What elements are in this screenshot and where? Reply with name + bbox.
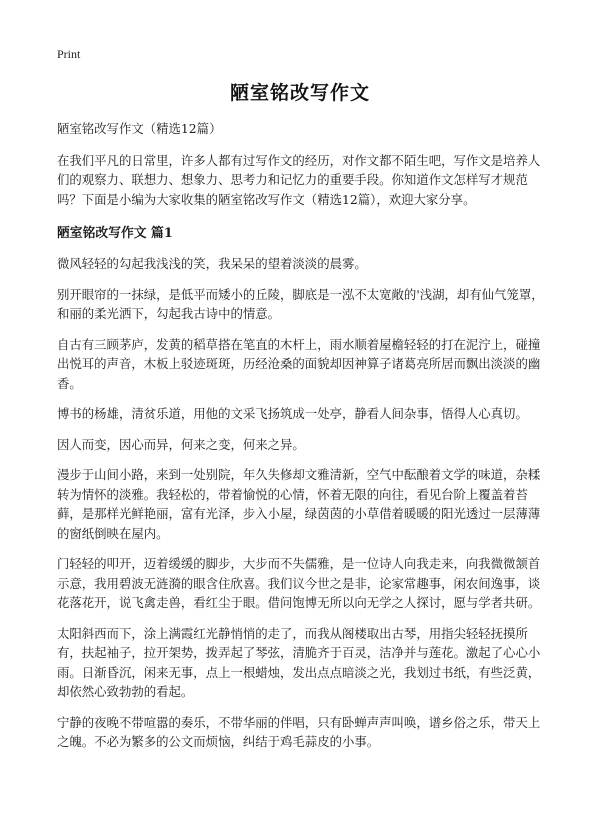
body-paragraph: 门轻轻的叩开，迈着缓缓的脚步，大步而不失儒雅，是一位诗人向我走来，向我微微颔首示意，我用碧波无涟漪的眼含住欣喜。我们议今世之是非，论家常趣事，闲农间逸事，谈花落花开，说飞禽走兽，看红尘于眼。借问饱博无所以向无学之人探讨，愿与学者共研。 [57, 556, 541, 610]
body-paragraph: 漫步于山间小路，来到一处别院，年久失修却文雅清新，空气中酝酿着文学的味道，杂糅转为情怀的淡雅。我轻松的，带着愉悦的心情，怀着无限的向往，看见台阶上覆盖着苔藓，是那样光鲜艳丽，富有光泽，步入小屋，绿茵茵的小草借着暖暖的阳光透过一层薄薄的窗纸倒映在屋内。 [57, 467, 541, 541]
document-subtitle: 陋室铭改写作文（精选12篇） [57, 121, 222, 136]
document-title: 陋室铭改写作文 [229, 82, 370, 104]
body-paragraph: 自古有三顾茅庐，发黄的稻草搭在笔直的木杆上，雨水顺着屋檐轻轻的打在泥泞上，碰撞出悦耳的声音，木板上驳迹斑斑，历经沧桑的面貌却因神算子诸葛亮所居而飘出淡淡的幽香。 [57, 336, 541, 391]
body-paragraph: 微风轻轻的勾起我浅浅的笑，我呆呆的望着淡淡的晨雾。 [57, 256, 367, 271]
body-paragraph: 别开眼帘的一抹绿，是低平而矮小的丘陵，脚底是一泓不太宽敞的'浅湖，却有仙气笼罩，和丽的柔光洒下，勾起我古诗中的情意。 [57, 286, 544, 321]
section-heading: 陋室铭改写作文 篇1 [57, 226, 173, 241]
body-paragraph: 太阳斜西而下，涂上满霞红光静悄悄的走了，而我从阁楼取出古琴，用指尖轻轻抚摸所有，扶起袖子，拉开架势，拨弄起了琴弦，清脆齐于百灵，洁净并与莲花。激起了心心小雨。日渐昏沉，闲来无事，点上一根蜡烛，发出点点暗淡之光，我划过书纸，有些泛黄，却依然心致勃勃的看起。 [57, 625, 541, 699]
body-paragraph: 因人而变，因心而异，何来之变，何来之异。 [57, 436, 305, 452]
intro-paragraph: 在我们平凡的日常里，许多人都有过写作文的经历，对作文都不陌生吧，写作文是培养人们的观察力、联想力、想象力、思考力和记忆力的重要手段。你知道作文怎样写才规范吗？下面是小编为大家收集的陋室铭改写作文（精选12篇），欢迎大家分享。 [57, 152, 541, 207]
print-link[interactable]: Print [57, 47, 81, 61]
body-paragraph: 宁静的夜晚不带喧嚣的奏乐，不带华丽的伴唱，只有卧蝉声声叫唤，谱乡俗之乐，带天上之魄。不必为繁多的公文而烦恼，纠结于鸡毛蒜皮的小事。 [57, 714, 541, 749]
body-paragraph: 博书的杨雄，清贫乐道，用他的文采飞扬筑成一处亭，静看人间杂事，悟得人心真切。 [57, 406, 528, 421]
document-body [57, 119, 547, 763]
